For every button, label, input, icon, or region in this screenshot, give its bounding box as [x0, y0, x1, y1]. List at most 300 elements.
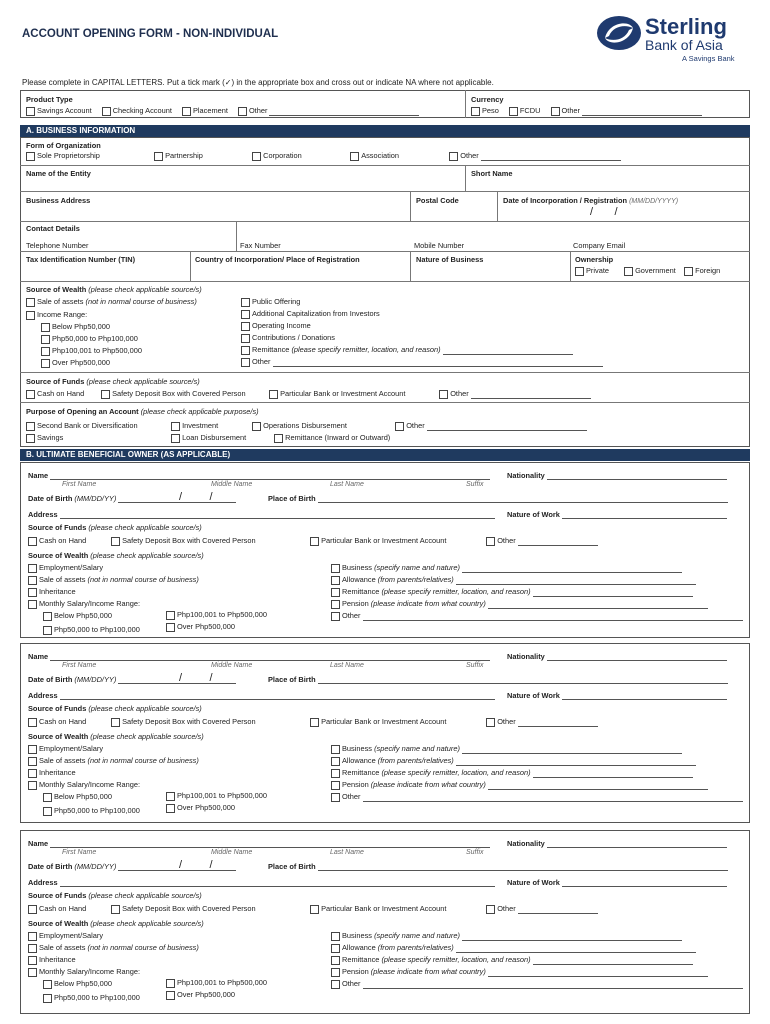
opt-label: Other [497, 717, 516, 726]
contact-details-label: Contact Details [26, 224, 80, 233]
contributions-checkbox[interactable] [241, 334, 250, 343]
income-below-checkbox[interactable] [41, 323, 50, 332]
opt-note: (please specify remitter, location, and reason) [381, 768, 531, 777]
opt-label: Contributions / Donations [252, 333, 335, 342]
ubo-sow-label: Source of Wealth [28, 732, 89, 741]
pob-field[interactable] [318, 863, 728, 871]
opt-label: Safety Deposit Box with Covered Person [122, 717, 256, 726]
opt-label: Business [342, 744, 372, 753]
ubo-range-checkbox[interactable] [166, 991, 175, 1000]
cash-on-hand-checkbox[interactable] [26, 390, 35, 399]
opt-note: (not in normal course of business) [87, 756, 199, 765]
org-other-field[interactable] [481, 153, 621, 161]
opt-label: Investment [182, 421, 219, 430]
ubo-sof-label: Source of Funds [28, 704, 87, 713]
doi-format: (MM/DD/YYYY) [629, 198, 679, 205]
ubo-right-checkbox[interactable] [331, 745, 340, 754]
ubo-bank-checkbox[interactable] [310, 718, 319, 727]
opt-label: Monthly Salary/Income Range: [39, 780, 141, 789]
dob-field[interactable] [118, 495, 236, 503]
purpose-label: Purpose of Opening an Account [26, 407, 139, 416]
opt-note: (not in normal course of business) [85, 297, 197, 306]
ubo-sof-label: Source of Funds [28, 523, 87, 532]
ubo-cash-checkbox[interactable] [28, 537, 37, 546]
opt-label: Other [561, 106, 580, 115]
opt-label: FCDU [519, 106, 541, 115]
section-b-header: B. ULTIMATE BENEFICIAL OWNER (AS APPLICABLE) [20, 449, 750, 461]
opt-note: (from parents/relatives) [377, 756, 454, 765]
dob-field[interactable] [118, 863, 236, 871]
ubo-range-checkbox[interactable] [43, 980, 52, 989]
ubo-right-checkbox[interactable] [331, 588, 340, 597]
opt-label: Over Php500,000 [52, 358, 110, 367]
partnership-checkbox[interactable] [154, 152, 163, 161]
middle-name-caption: Middle Name [211, 662, 253, 669]
dob-label: Date of Birth [28, 494, 73, 503]
brand-tag: A Savings Bank [682, 54, 735, 63]
opt-label: Employment/Salary [39, 931, 104, 940]
ubo-right-checkbox[interactable] [331, 944, 340, 953]
opt-label: Sale of assets [39, 943, 86, 952]
association-checkbox[interactable] [350, 152, 359, 161]
ubo-right-checkbox[interactable] [331, 757, 340, 766]
ubo-cash-checkbox[interactable] [28, 905, 37, 914]
opt-label: Php100,001 to Php500,000 [177, 978, 268, 987]
loan-disb-checkbox[interactable] [171, 434, 180, 443]
opt-label: Savings Account [37, 106, 92, 115]
dob-label: Date of Birth [28, 862, 73, 871]
private-checkbox[interactable] [575, 267, 584, 276]
opt-label: Partnership [165, 151, 203, 160]
ubo-sof-note: (please check applicable source/s) [88, 891, 202, 900]
savings-purpose-checkbox[interactable] [26, 434, 35, 443]
ubo-range-checkbox[interactable] [166, 979, 175, 988]
remittance-purpose-checkbox[interactable] [274, 434, 283, 443]
opt-label: Other [342, 611, 361, 620]
opt-label: Private [586, 266, 610, 275]
opt-label: Remittance [252, 345, 290, 354]
checking-account-checkbox[interactable] [102, 107, 111, 116]
ubo-right-field[interactable] [533, 589, 693, 597]
ubo-right-checkbox[interactable] [331, 612, 340, 621]
opt-label: Below Php50,000 [54, 979, 112, 988]
ubo-right-field[interactable] [462, 565, 682, 573]
product-other-field[interactable] [269, 108, 419, 116]
ubo-left-checkbox[interactable] [28, 576, 37, 585]
product-other-checkbox[interactable] [238, 107, 247, 116]
ubo-sof-note: (please check applicable source/s) [88, 704, 202, 713]
nature-work-field[interactable] [562, 511, 727, 519]
dob-slash: / / [179, 672, 213, 684]
sof-note: (please check applicable source/s) [86, 377, 200, 386]
income-50k-checkbox[interactable] [41, 335, 50, 344]
opt-note: (from parents/relatives) [377, 575, 454, 584]
opt-label: Other [406, 421, 425, 430]
ubo-right-checkbox[interactable] [331, 600, 340, 609]
first-name-caption: First Name [62, 849, 97, 856]
ubo-right-checkbox[interactable] [331, 932, 340, 941]
opt-label: Business [342, 563, 372, 572]
ubo-address-field[interactable] [60, 692, 495, 700]
last-name-caption: Last Name [330, 662, 364, 669]
opt-label: Php50,000 to Php100,000 [54, 806, 140, 815]
ubo-range-checkbox[interactable] [166, 792, 175, 801]
opt-note: (not in normal course of business) [87, 575, 199, 584]
opt-label: Loan Disbursement [182, 433, 247, 442]
opt-label: Corporation [263, 151, 302, 160]
opt-label: Other [252, 357, 271, 366]
ubo-right-checkbox[interactable] [331, 968, 340, 977]
second-bank-checkbox[interactable] [26, 422, 35, 431]
section-a-header: A. BUSINESS INFORMATION [20, 125, 750, 137]
ubo-nationality-label: Nationality [507, 839, 545, 848]
opt-label: Inheritance [39, 768, 76, 777]
opt-label: Particular Bank or Investment Account [321, 717, 447, 726]
opt-label: Allowance [342, 575, 376, 584]
ubo-range-checkbox[interactable] [166, 804, 175, 813]
opt-label: Other [248, 106, 268, 115]
opt-note: (specify name and nature) [374, 931, 460, 940]
ubo-left-checkbox[interactable] [28, 769, 37, 778]
opt-label: Sole Proprietorship [37, 151, 100, 160]
income-range-checkbox[interactable] [26, 311, 35, 320]
ubo-range-checkbox[interactable] [43, 612, 52, 621]
ubo-right-field[interactable] [363, 981, 743, 989]
ubo-safety-checkbox[interactable] [111, 905, 120, 914]
opt-label: Php100,001 to Php500,000 [177, 610, 268, 619]
remittance-checkbox[interactable] [241, 346, 250, 355]
opt-label: Safety Deposit Box with Covered Person [122, 536, 256, 545]
ubo-name-label: Name [28, 652, 49, 661]
income-over-checkbox[interactable] [41, 359, 50, 368]
nature-work-field[interactable] [562, 879, 727, 887]
opt-label: Inheritance [39, 587, 76, 596]
dob-slash: / / [179, 491, 213, 503]
nature-work-field[interactable] [562, 692, 727, 700]
public-offering-checkbox[interactable] [241, 298, 250, 307]
opt-label: Public Offering [252, 297, 301, 306]
ubo-right-field[interactable] [533, 770, 693, 778]
opt-label: Sale of assets [39, 575, 86, 584]
opt-note: (please indicate from what country) [370, 967, 486, 976]
opt-label: Over Php500,000 [177, 803, 235, 812]
opt-label: Php100,001 to Php500,000 [52, 346, 143, 355]
ubo-right-checkbox[interactable] [331, 576, 340, 585]
fax-label: Fax Number [240, 241, 281, 250]
doi-field[interactable]: / / [590, 206, 618, 218]
opt-label: Php50,000 to Php100,000 [54, 993, 140, 1002]
ubo-address-field[interactable] [60, 879, 495, 887]
dob-field[interactable] [118, 676, 236, 684]
remittance-field[interactable] [443, 347, 573, 355]
opt-label: Particular Bank or Investment Account [280, 389, 406, 398]
last-name-caption: Last Name [330, 481, 364, 488]
sow-note: (please check applicable source/s) [88, 285, 202, 294]
nature-work-label: Nature of Work [507, 691, 560, 700]
ubo-right-field[interactable] [456, 577, 696, 585]
ubo-range-checkbox[interactable] [166, 623, 175, 632]
brand-sub: Bank of Asia [645, 37, 723, 53]
ubo-left-checkbox[interactable] [28, 600, 37, 609]
opt-label: Other [497, 904, 516, 913]
ubo-right-checkbox[interactable] [331, 564, 340, 573]
ubo-address-field[interactable] [60, 511, 495, 519]
opt-label: Particular Bank or Investment Account [321, 904, 447, 913]
ubo-name-field[interactable] [50, 840, 490, 848]
ubo-right-field[interactable] [456, 945, 696, 953]
first-name-caption: First Name [62, 662, 97, 669]
ubo-right-field[interactable] [363, 613, 743, 621]
ubo-left-checkbox[interactable] [28, 956, 37, 965]
investment-checkbox[interactable] [171, 422, 180, 431]
sale-assets-checkbox[interactable] [26, 298, 35, 307]
currency-label: Currency [471, 95, 504, 104]
business-address-label: Business Address [26, 196, 91, 205]
currency-other-field[interactable] [582, 108, 702, 116]
product-type-label: Product Type [26, 95, 73, 104]
ubo-name-field[interactable] [50, 472, 490, 480]
sof-other-checkbox[interactable] [439, 390, 448, 399]
dob-format: (MM/DD/YY) [74, 675, 117, 684]
opt-label: Safety Deposit Box with Covered Person [122, 904, 256, 913]
ubo-sof-other-checkbox[interactable] [486, 718, 495, 727]
income-100k-checkbox[interactable] [41, 347, 50, 356]
last-name-caption: Last Name [330, 849, 364, 856]
ubo-right-checkbox[interactable] [331, 980, 340, 989]
ubo-range-checkbox[interactable] [43, 807, 52, 816]
currency-other-checkbox[interactable] [551, 107, 560, 116]
opt-label: Below Php50,000 [54, 611, 112, 620]
ubo-name-label: Name [28, 471, 49, 480]
ubo-sof-other-checkbox[interactable] [486, 905, 495, 914]
sof-label: Source of Funds [26, 377, 85, 386]
ubo-safety-checkbox[interactable] [111, 718, 120, 727]
opt-label: Pension [342, 780, 369, 789]
opt-label: Cash on Hand [37, 389, 85, 398]
ubo-name-field[interactable] [50, 653, 490, 661]
opt-label: Below Php50,000 [52, 322, 110, 331]
ubo-nationality-field[interactable] [547, 840, 727, 848]
ubo-sow-label: Source of Wealth [28, 919, 89, 928]
ubo-sof-other-field[interactable] [518, 719, 598, 727]
ubo-address-label: Address [28, 691, 58, 700]
savings-account-checkbox[interactable] [26, 107, 35, 116]
opt-label: Other [450, 389, 469, 398]
sow-other-checkbox[interactable] [241, 358, 250, 367]
opt-label: Sale of assets [39, 756, 86, 765]
purpose-note: (please check applicable purpose/s) [140, 407, 259, 416]
ubo-nationality-label: Nationality [507, 471, 545, 480]
nature-work-label: Nature of Work [507, 878, 560, 887]
opt-label: Additional Capitalization from Investors [252, 309, 380, 318]
ubo-right-checkbox[interactable] [331, 769, 340, 778]
opt-note: (please specify remitter, location, and reason) [291, 345, 441, 354]
ubo-range-checkbox[interactable] [43, 994, 52, 1003]
opt-label: Foreign [695, 266, 721, 275]
operations-disb-checkbox[interactable] [252, 422, 261, 431]
pob-label: Place of Birth [268, 675, 316, 684]
opt-label: Remittance [342, 955, 380, 964]
ubo-right-field[interactable] [462, 746, 682, 754]
opt-label: Operating Income [252, 321, 311, 330]
logo-mark-icon [595, 14, 643, 52]
ubo-right-checkbox[interactable] [331, 793, 340, 802]
opt-label: Second Bank or Diversification [37, 421, 138, 430]
ubo-sow-note: (please check applicable source/s) [90, 919, 204, 928]
opt-label: Php100,001 to Php500,000 [177, 791, 268, 800]
purpose-other-checkbox[interactable] [395, 422, 404, 431]
opt-note: (not in normal course of business) [87, 943, 199, 952]
ubo-sof-label: Source of Funds [28, 891, 87, 900]
ubo-right-field[interactable] [363, 794, 743, 802]
ubo-nationality-field[interactable] [547, 472, 727, 480]
ubo-left-checkbox[interactable] [28, 968, 37, 977]
ubo-right-field[interactable] [488, 601, 708, 609]
nature-business-label: Nature of Business [416, 255, 484, 264]
country-label: Country of Incorporation/ Place of Registration [195, 255, 360, 264]
opt-label: Other [342, 979, 361, 988]
opt-label: Particular Bank or Investment Account [321, 536, 447, 545]
ubo-bank-checkbox[interactable] [310, 537, 319, 546]
ownership-label: Ownership [575, 255, 614, 264]
form-org-label: Form of Organization [26, 141, 101, 150]
opt-note: (please indicate from what country) [370, 780, 486, 789]
opt-label: Savings [37, 433, 64, 442]
corporation-checkbox[interactable] [252, 152, 261, 161]
opt-label: Other [460, 151, 479, 160]
instructions: Please complete in CAPITAL LETTERS. Put a tick mark (✓) in the appropriate box and cross out or indicate NA where not applicable. [22, 78, 494, 87]
pob-field[interactable] [318, 495, 728, 503]
opt-label: Cash on Hand [39, 536, 87, 545]
suffix-caption: Suffix [466, 481, 484, 488]
ubo-sof-other-field[interactable] [518, 538, 598, 546]
opt-label: Association [361, 151, 399, 160]
dob-format: (MM/DD/YY) [74, 494, 117, 503]
opt-label: Income Range: [37, 310, 88, 319]
opt-label: Allowance [342, 756, 376, 765]
opt-label: Below Php50,000 [54, 792, 112, 801]
ubo-left-checkbox[interactable] [28, 932, 37, 941]
opt-label: Cash on Hand [39, 904, 87, 913]
additional-cap-checkbox[interactable] [241, 310, 250, 319]
opt-label: Government [635, 266, 676, 275]
opt-label: Cash on Hand [39, 717, 87, 726]
ubo-right-field[interactable] [488, 782, 708, 790]
pob-label: Place of Birth [268, 494, 316, 503]
ubo-sow-label: Source of Wealth [28, 551, 89, 560]
suffix-caption: Suffix [466, 849, 484, 856]
opt-label: Monthly Salary/Income Range: [39, 599, 141, 608]
opt-label: Checking Account [112, 106, 172, 115]
suffix-caption: Suffix [466, 662, 484, 669]
ubo-sof-other-checkbox[interactable] [486, 537, 495, 546]
opt-label: Over Php500,000 [177, 990, 235, 999]
opt-note: (please specify remitter, location, and reason) [381, 955, 531, 964]
ubo-sow-note: (please check applicable source/s) [90, 732, 204, 741]
ubo-sow-note: (please check applicable source/s) [90, 551, 204, 560]
operating-income-checkbox[interactable] [241, 322, 250, 331]
mobile-label: Mobile Number [414, 241, 465, 250]
opt-note: (from parents/relatives) [377, 943, 454, 952]
ubo-right-field[interactable] [533, 957, 693, 965]
ubo-range-checkbox[interactable] [166, 611, 175, 620]
ubo-safety-checkbox[interactable] [111, 537, 120, 546]
opt-label: Inheritance [39, 955, 76, 964]
opt-label: Sale of assets [37, 297, 84, 306]
fcdu-checkbox[interactable] [509, 107, 518, 116]
ubo-nationality-field[interactable] [547, 653, 727, 661]
ubo-range-checkbox[interactable] [43, 626, 52, 635]
ubo-left-checkbox[interactable] [28, 757, 37, 766]
opt-label: Employment/Salary [39, 563, 104, 572]
government-checkbox[interactable] [624, 267, 633, 276]
bank-logo [595, 14, 745, 64]
ubo-name-label: Name [28, 839, 49, 848]
ubo-bank-checkbox[interactable] [310, 905, 319, 914]
ubo-right-field[interactable] [488, 969, 708, 977]
foreign-checkbox[interactable] [684, 267, 693, 276]
sole-prop-checkbox[interactable] [26, 152, 35, 161]
ubo-left-checkbox[interactable] [28, 944, 37, 953]
ubo-left-checkbox[interactable] [28, 745, 37, 754]
org-other-checkbox[interactable] [449, 152, 458, 161]
opt-label: Other [497, 536, 516, 545]
opt-label: Other [342, 792, 361, 801]
safety-deposit-checkbox[interactable] [101, 390, 110, 399]
opt-label: Remittance (Inward or Outward) [285, 433, 391, 442]
tin-label: Tax Identification Number (TIN) [26, 255, 136, 264]
placement-checkbox[interactable] [182, 107, 191, 116]
first-name-caption: First Name [62, 481, 97, 488]
dob-label: Date of Birth [28, 675, 73, 684]
sow-other-field[interactable] [273, 359, 603, 367]
opt-label: Business [342, 931, 372, 940]
ubo-right-checkbox[interactable] [331, 781, 340, 790]
dob-slash: / / [179, 859, 213, 871]
ubo-right-field[interactable] [456, 758, 696, 766]
sof-other-field[interactable] [471, 391, 591, 399]
opt-label: Safety Deposit Box with Covered Person [112, 389, 246, 398]
company-email-label: Company Email [573, 241, 626, 250]
ubo-cash-checkbox[interactable] [28, 718, 37, 727]
opt-note: (specify name and nature) [374, 744, 460, 753]
ubo-address-label: Address [28, 510, 58, 519]
bank-account-checkbox[interactable] [269, 390, 278, 399]
dob-format: (MM/DD/YY) [74, 862, 117, 871]
page-title: ACCOUNT OPENING FORM - NON-INDIVIDUAL [22, 28, 279, 40]
purpose-other-field[interactable] [427, 423, 587, 431]
ubo-sof-note: (please check applicable source/s) [88, 523, 202, 532]
ubo-range-checkbox[interactable] [43, 793, 52, 802]
ubo-left-checkbox[interactable] [28, 588, 37, 597]
ubo-left-checkbox[interactable] [28, 781, 37, 790]
ubo-right-field[interactable] [462, 933, 682, 941]
pob-field[interactable] [318, 676, 728, 684]
opt-note: (specify name and nature) [374, 563, 460, 572]
nature-work-label: Nature of Work [507, 510, 560, 519]
opt-label: Remittance [342, 768, 380, 777]
opt-label: Over Php500,000 [177, 622, 235, 631]
ubo-sof-other-field[interactable] [518, 906, 598, 914]
ubo-right-checkbox[interactable] [331, 956, 340, 965]
opt-note: (please indicate from what country) [370, 599, 486, 608]
doi-label: Date of Incorporation / Registration [503, 196, 628, 205]
peso-checkbox[interactable] [471, 107, 480, 116]
ubo-left-checkbox[interactable] [28, 564, 37, 573]
opt-note: (please specify remitter, location, and reason) [381, 587, 531, 596]
opt-label: Pension [342, 967, 369, 976]
opt-label: Pension [342, 599, 369, 608]
